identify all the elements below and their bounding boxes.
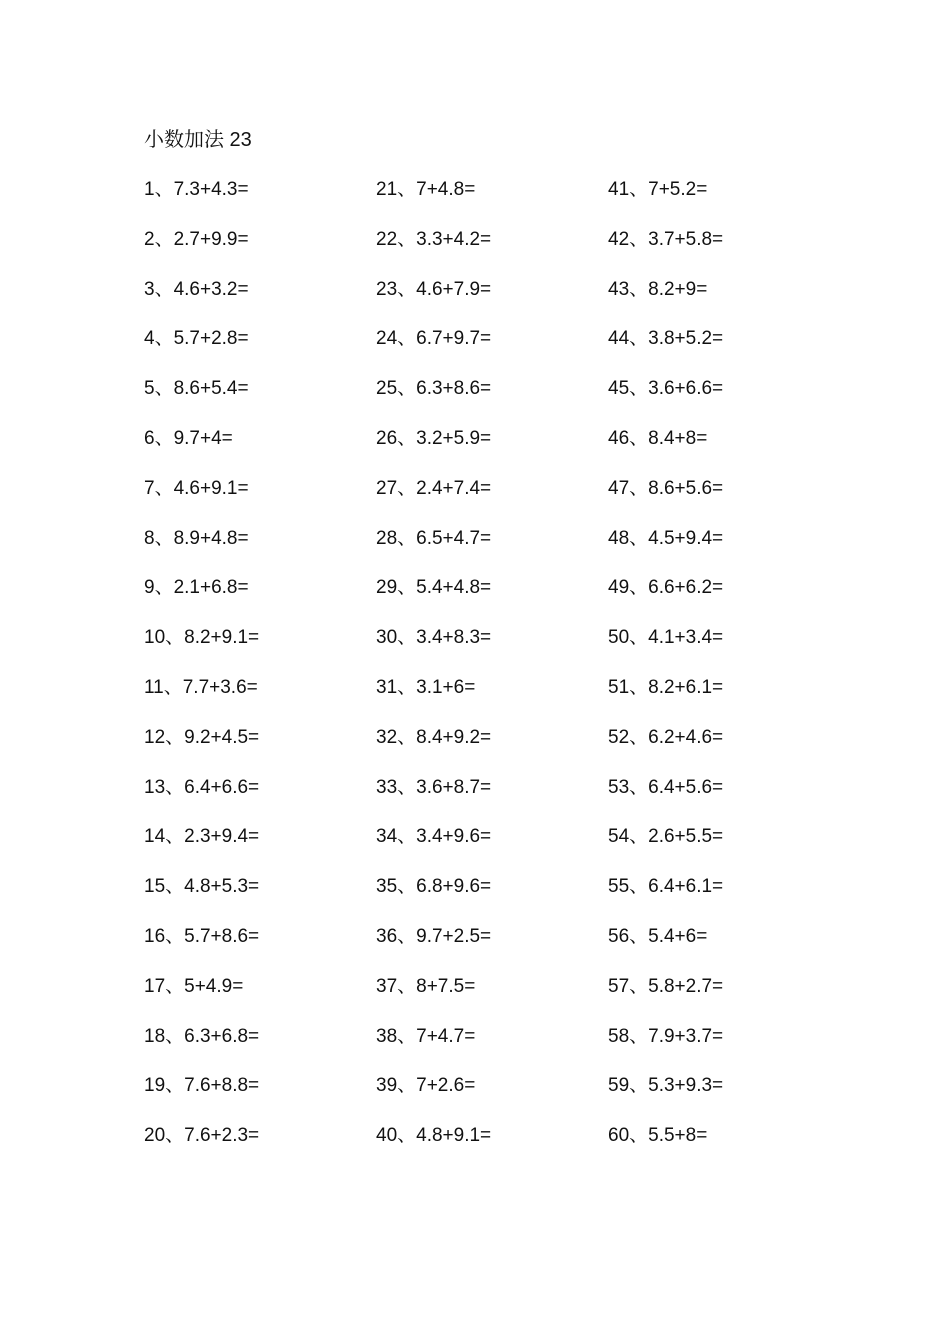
problem-24: 24、6.7+9.7=: [376, 328, 492, 350]
problem-41: 41、7+5.2=: [608, 179, 708, 200]
problem-52: 52、6.2+4.6=: [608, 726, 724, 748]
problem-23: 23、4.6+7.9=: [376, 278, 492, 300]
problem-50: 50、4.1+3.4=: [608, 627, 724, 649]
problem-column-3: [608, 176, 828, 1172]
problem-60: 60、5.5+8=: [608, 1125, 708, 1147]
problem-22: 22、3.3+4.2=: [376, 228, 492, 250]
problem-column-1: [144, 176, 364, 1172]
problem-54: 54、2.6+5.5=: [608, 826, 724, 848]
problem-4: 4、5.7+2.8=: [144, 328, 249, 350]
problem-15: 15、4.8+5.3=: [144, 876, 260, 898]
problem-42: 42、3.7+5.8=: [608, 228, 724, 250]
problem-21: 21、7+4.8=: [376, 179, 476, 200]
problem-49: 49、6.6+6.2=: [608, 577, 724, 599]
problem-10: 10、8.2+9.1=: [144, 627, 260, 649]
problem-28: 28、6.5+4.7=: [376, 527, 492, 549]
problem-18: 18、6.3+6.8=: [144, 1025, 260, 1047]
problem-13: 13、6.4+6.6=: [144, 776, 260, 798]
problem-40: 40、4.8+9.1=: [376, 1125, 492, 1147]
problem-2: 2、2.7+9.9=: [144, 228, 249, 250]
problem-44: 44、3.8+5.2=: [608, 328, 724, 350]
problem-11: 11、7.7+3.6=: [144, 676, 258, 698]
problem-51: 51、8.2+6.1=: [608, 676, 724, 698]
problem-7: 7、4.6+9.1=: [144, 477, 249, 499]
problem-12: 12、9.2+4.5=: [144, 726, 260, 748]
problem-27: 27、2.4+7.4=: [376, 477, 492, 499]
problem-33: 33、3.6+8.7=: [376, 776, 492, 798]
problem-31: 31、3.1+6=: [376, 676, 476, 698]
problem-59: 59、5.3+9.3=: [608, 1075, 724, 1097]
problem-47: 47、8.6+5.6=: [608, 477, 724, 499]
problem-30: 30、3.4+8.3=: [376, 627, 492, 649]
problem-16: 16、5.7+8.6=: [144, 925, 260, 947]
problem-57: 57、5.8+2.7=: [608, 975, 724, 997]
problem-14: 14、2.3+9.4=: [144, 826, 260, 848]
problem-1: 1、7.3+4.3=: [144, 179, 249, 200]
problem-55: 55、6.4+6.1=: [608, 876, 724, 898]
problem-26: 26、3.2+5.9=: [376, 427, 492, 449]
problem-3: 3、4.6+3.2=: [144, 278, 249, 300]
problem-25: 25、6.3+8.6=: [376, 378, 492, 400]
problem-39: 39、7+2.6=: [376, 1075, 476, 1097]
problem-53: 53、6.4+5.6=: [608, 776, 724, 798]
problem-8: 8、8.9+4.8=: [144, 527, 249, 549]
problem-43: 43、8.2+9=: [608, 278, 708, 300]
problem-56: 56、5.4+6=: [608, 925, 708, 947]
worksheet-title: 小数加法 23: [144, 129, 252, 151]
problem-46: 46、8.4+8=: [608, 427, 708, 449]
problem-58: 58、7.9+3.7=: [608, 1025, 724, 1047]
problem-column-2: [376, 176, 596, 1172]
problem-45: 45、3.6+6.6=: [608, 378, 724, 400]
problem-20: 20、7.6+2.3=: [144, 1125, 260, 1147]
problem-38: 38、7+4.7=: [376, 1025, 476, 1047]
problem-48: 48、4.5+9.4=: [608, 527, 724, 549]
problem-17: 17、5+4.9=: [144, 975, 244, 997]
problem-36: 36、9.7+2.5=: [376, 925, 492, 947]
problem-9: 9、2.1+6.8=: [144, 577, 249, 599]
problem-32: 32、8.4+9.2=: [376, 726, 492, 748]
problem-35: 35、6.8+9.6=: [376, 876, 492, 898]
problem-37: 37、8+7.5=: [376, 975, 476, 997]
problem-6: 6、9.7+4=: [144, 427, 233, 449]
problem-19: 19、7.6+8.8=: [144, 1075, 260, 1097]
problem-29: 29、5.4+4.8=: [376, 577, 492, 599]
problem-34: 34、3.4+9.6=: [376, 826, 492, 848]
problem-5: 5、8.6+5.4=: [144, 378, 249, 400]
